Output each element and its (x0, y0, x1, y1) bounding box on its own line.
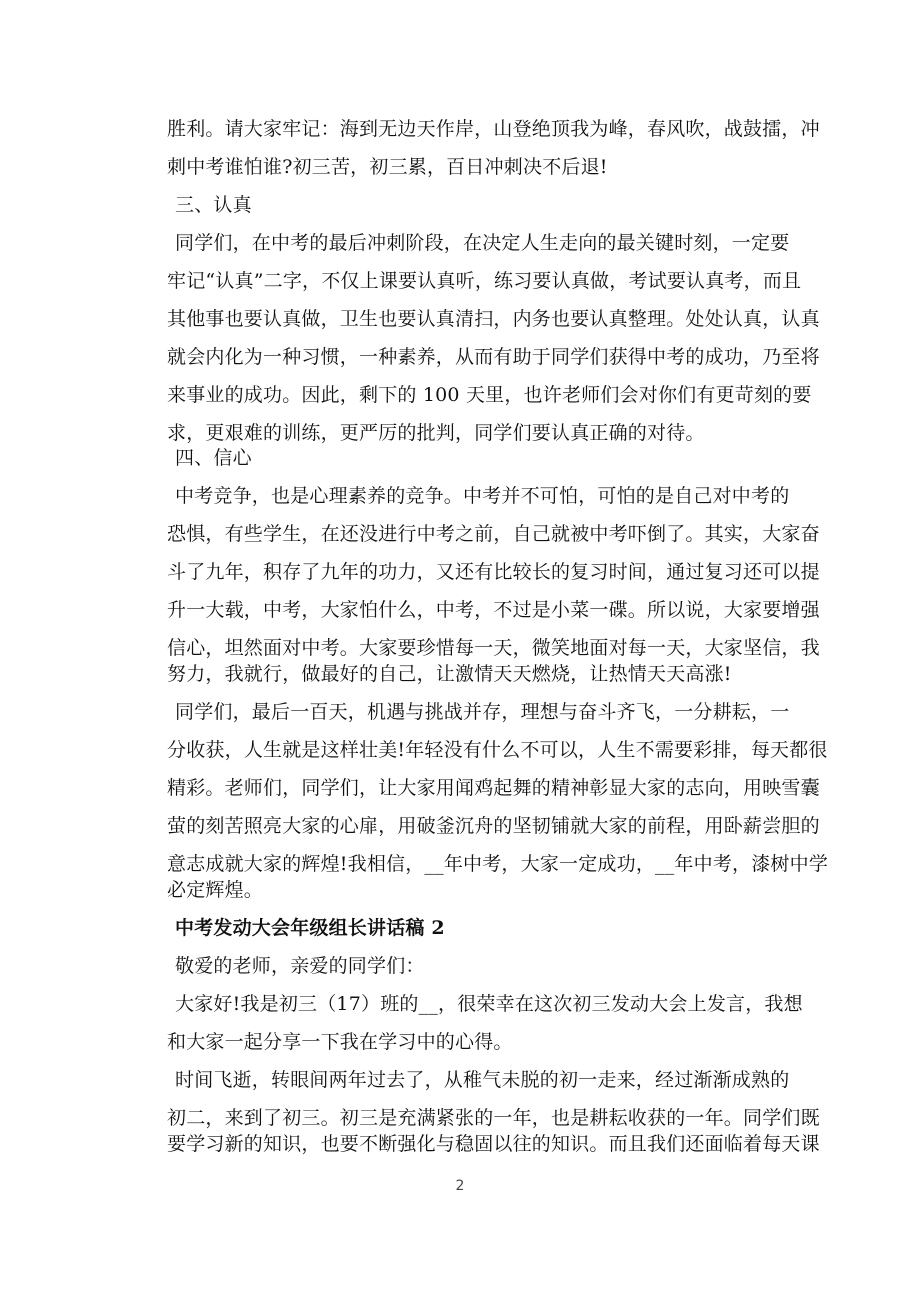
body-text-line: 恐惧，有些学生，在还没进行中考之前，自己就被中考吓倒了。其实，大家奋 (167, 523, 820, 545)
body-text-line: 大家好!我是初三（17）班的__，很荣幸在这次初三发动大会上发言，我想 (175, 993, 803, 1015)
body-text-line: 努力，我就行，做最好的自己，让激情天天燃烧，让热情天天高涨! (167, 663, 732, 685)
body-text-line: 求，更艰难的训练，更严厉的批判，同学们要认真正确的对待。 (167, 422, 705, 444)
body-text-line: 中考竞争，也是心理素养的竞争。中考并不可怕，可怕的是自己对中考的 (175, 485, 790, 507)
body-text-line: 同学们，在中考的最后冲刺阶段，在决定人生走向的最关键时刻，一定要 (175, 232, 790, 254)
body-text-line: 斗了九年，积存了九年的功力，又还有比较长的复习时间，通过复习还可以提 (167, 561, 820, 583)
body-text-line: 升一大载，中考，大家怕什么，中考，不过是小菜一碟。所以说，大家要增强 (167, 599, 820, 621)
body-text-line: 要学习新的知识，也要不断强化与稳固以往的知识。而且我们还面临着每天课 (167, 1133, 820, 1155)
body-text-line: 时间飞逝，转眼间两年过去了，从稚气未脱的初一走来，经过渐渐成熟的 (175, 1069, 790, 1091)
body-text-line: 就会内化为一种习惯，一种素养，从而有助于同学们获得中考的成功，乃至将 (167, 346, 820, 368)
body-text-line: 必定辉煌。 (167, 879, 264, 901)
body-text-line: 萤的刻苦照亮大家的心扉，用破釜沉舟的坚韧铺就大家的前程，用卧薪尝胆的 (167, 815, 820, 837)
body-text-line: 和大家一起分享一下我在学习中的心得。 (167, 1031, 513, 1053)
body-text-line: 精彩。老师们，同学们，让大家用闻鸡起舞的精神彰显大家的志向，用映雪囊 (167, 777, 820, 799)
body-text-line: 来事业的成功。因此，剩下的 100 天里，也许老师们会对你们有更苛刻的要 (167, 384, 812, 406)
document-title: 中考发动大会年级组长讲话稿 2 (175, 917, 445, 939)
page-number: 2 (455, 1178, 465, 1194)
salutation: 敬爱的老师，亲爱的同学们： (175, 955, 425, 977)
body-text-line: 信心，坦然面对中考。大家要珍惜每一天，微笑地面对每一天，大家坚信，我 (167, 637, 820, 659)
body-text-line: 牢记“认真”二字，不仅上课要认真听，练习要认真做，考试要认真考，而且 (167, 270, 802, 292)
section-heading: 四、信心 (175, 447, 252, 469)
section-heading: 三、认真 (175, 194, 252, 216)
body-text-line: 分收获，人生就是这样壮美!年轻没有什么不可以，人生不需要彩排，每天都很 (167, 739, 828, 761)
body-text-line: 刺中考谁怕谁?初三苦，初三累，百日冲刺决不后退! (167, 156, 608, 178)
body-text-line: 同学们，最后一百天，机遇与挑战并存，理想与奋斗齐飞，一分耕耘，一 (175, 701, 790, 723)
body-text-line: 胜利。请大家牢记：海到无边天作岸，山登绝顶我为峰，春风吹，战鼓擂，冲 (167, 118, 820, 140)
body-text-line: 其他事也要认真做，卫生也要认真清扫，内务也要认真整理。处处认真，认真 (167, 308, 820, 330)
body-text-line: 意志成就大家的辉煌!我相信，__年中考，大家一定成功，__年中考，漆树中学 (167, 853, 829, 875)
body-text-line: 初二，来到了初三。初三是充满紧张的一年，也是耕耘收获的一年。同学们既 (167, 1107, 820, 1129)
